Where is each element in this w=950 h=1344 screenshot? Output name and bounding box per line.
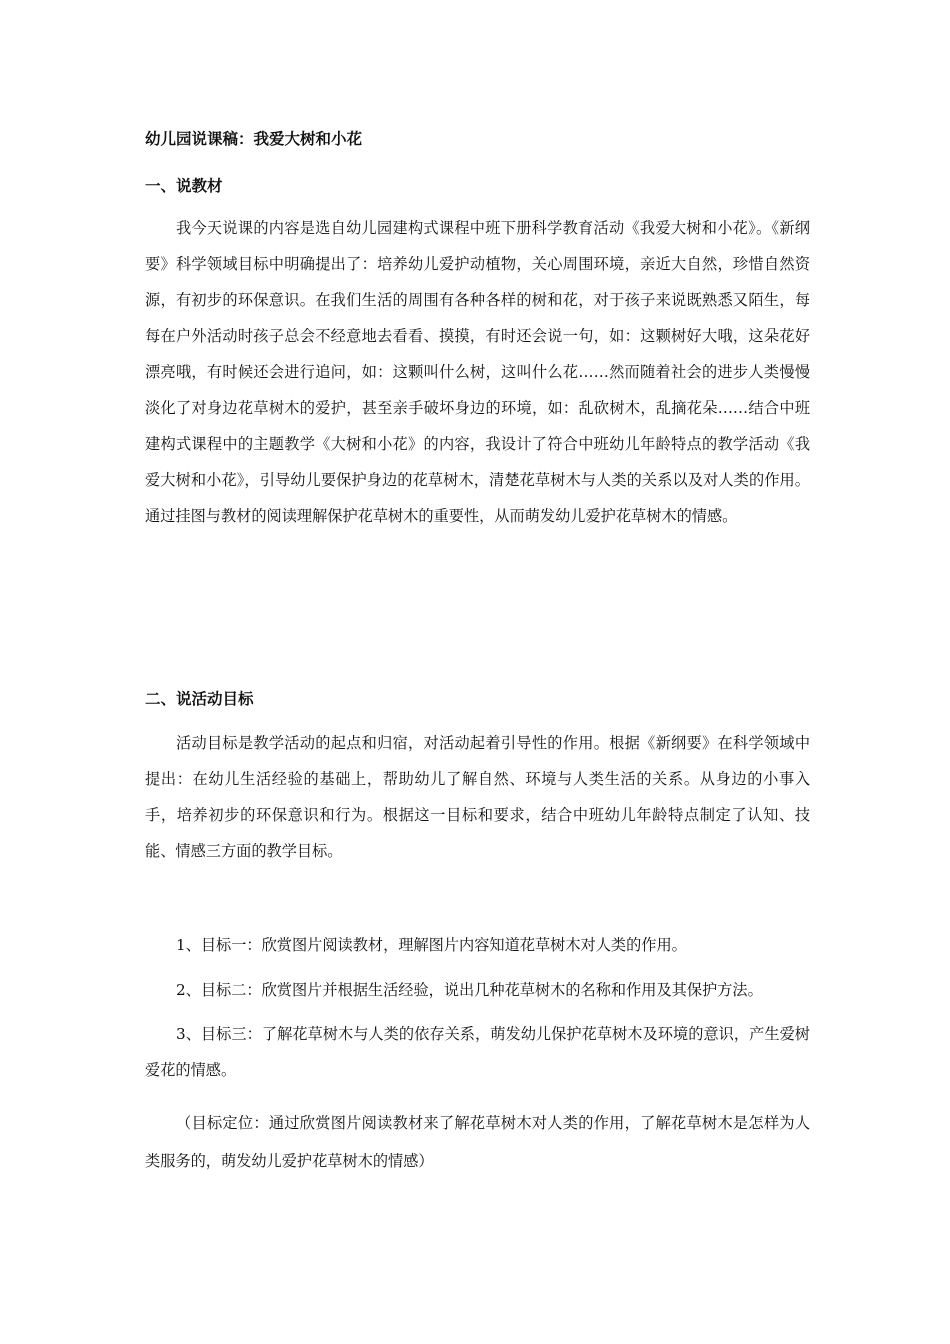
goal-positioning-note: （目标定位：通过欣赏图片阅读教材来了解花草树木对人类的作用，了解花草树木是怎样为人类服务的，萌发幼儿爱护花草树木的情感） bbox=[145, 1114, 810, 1170]
document-title: 幼儿园说课稿：我爱大树和小花 bbox=[145, 129, 363, 148]
section-heading-teaching-material: 一、说教材 bbox=[145, 176, 223, 195]
goal-item-1: 1、目标一：欣赏图片阅读教材，理解图片内容知道花草树木对人类的作用。 bbox=[176, 936, 687, 954]
section-paragraph-activity-goals: 活动目标是教学活动的起点和归宿，对活动起着引导性的作用。根据《新纲要》在科学领域中提出：在幼儿生活经验的基础上，帮助幼儿了解自然、环境与人类生活的关系。从身边的小事入手，培养初步的环保意识和行为。根据这一目标和要求，结合中班幼儿年龄特点制定了认知、技能、情感三方面的教学目标。 bbox=[145, 734, 810, 860]
section-heading-activity-goals: 二、说活动目标 bbox=[145, 689, 254, 708]
goal-item-3: 3、目标三：了解花草树木与人类的依存关系，萌发幼儿保护花草树木及环境的意识，产生爱树爱花的情感。 bbox=[145, 1025, 810, 1079]
section-paragraph-teaching-material: 我今天说课的内容是选自幼儿园建构式课程中班下册科学教育活动《我爱大树和小花》。《新纲要》科学领域目标中明确提出了：培养幼儿爱护动植物，关心周围环境，亲近大自然，珍惜自然资源，有初步的环保意识。在我们生活的周围有各种各样的树和花，对于孩子来说既熟悉又陌生，每每在户外活动时孩子总会不经意地去看看、摸摸，有时还会说一句，如：这颗树好大哦，这朵花好漂亮哦，有时候还会进行追问，如：这颗叫什么树，这叫什么花……然而随着社会的进步人类慢慢淡化了对身边花草树木的爱护，甚至亲手破坏身边的环境，如：乱砍树木，乱摘花朵……结合中班建构式课程中的主题教学《大树和小花》的内容，我设计了符合中班幼儿年龄特点的教学活动《我爱大树和小花》，引导幼儿要保护身边的花草树木，清楚花草树木与人类的关系以及对人类的作用。通过挂图与教材的阅读理解保护花草树木的重要性，从而萌发幼儿爱护花草树木的情感。 bbox=[145, 219, 810, 525]
goal-item-2: 2、目标二：欣赏图片并根据生活经验，说出几种花草树木的名称和作用及其保护方法。 bbox=[176, 981, 763, 999]
